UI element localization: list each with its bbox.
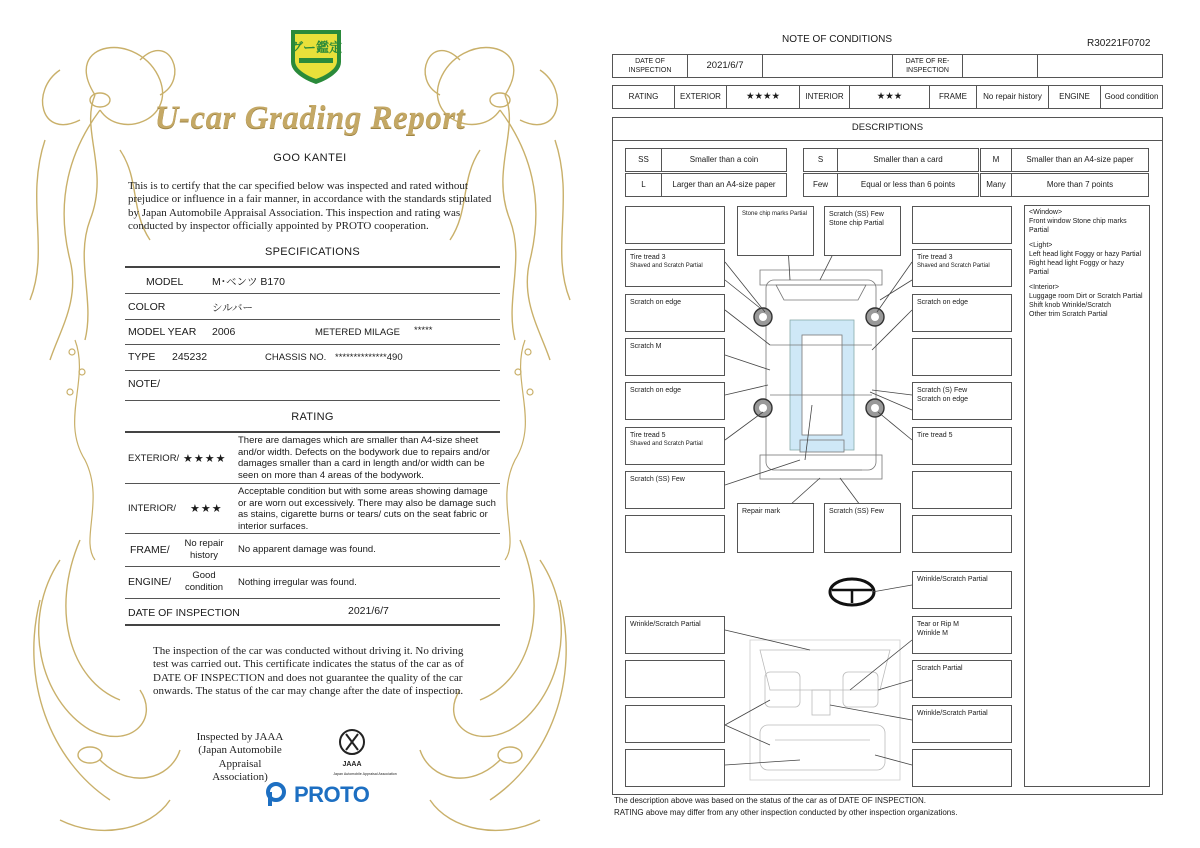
date-of-inspection-value: 2021/6/7 bbox=[688, 55, 763, 77]
note-box-rear-scratch bbox=[824, 503, 901, 553]
legend-desc: More than 7 points bbox=[1046, 180, 1114, 190]
engine-label: ENGINE/ bbox=[128, 576, 172, 588]
proto-logo-text: PROTO bbox=[294, 782, 370, 807]
note-text: Stone chip Partial bbox=[829, 220, 884, 227]
note-text: Wrinkle/Scratch Partial bbox=[917, 710, 988, 717]
note-box-empty bbox=[912, 471, 1012, 509]
note-box-right-tire-front bbox=[912, 249, 1012, 287]
legend-desc: Equal or less than 6 points bbox=[860, 180, 956, 190]
engine-label: ENGINE bbox=[1049, 86, 1101, 108]
interior-stars: ★★★ bbox=[850, 86, 930, 108]
frame-label: FRAME bbox=[930, 86, 977, 108]
chassis-label: CHASSIS NO. bbox=[265, 352, 327, 363]
footer-note-2: RATING above may differ from any other inspection conducted by other inspection organizations. bbox=[614, 808, 958, 817]
side-note-line: Shift knob Wrinkle/Scratch bbox=[1029, 302, 1111, 309]
note-box-left-edge-front bbox=[625, 294, 725, 332]
note-text: Tire tread 3 bbox=[917, 254, 953, 261]
note-box-left-scratch-m bbox=[625, 338, 725, 376]
exterior-label: EXTERIOR/ bbox=[128, 453, 180, 464]
badge-text: グー鑑定 bbox=[289, 41, 343, 56]
certification-statement: This is to certify that the car specified below was inspected and rated without prejudice or influence in a fair manner, in accordance with the standards stipulated by Japan Automobile Appraisal Association. This inspection and rating was conducted by inspector officially appointed by PROTO cooperation. bbox=[128, 180, 492, 232]
note-box-left-rear-scratch bbox=[625, 471, 725, 509]
note-box-empty bbox=[625, 660, 725, 698]
exterior-stars: ★★★★ bbox=[727, 86, 800, 108]
inspected-by-text: Inspected by JAAA (Japan Automobile Appraisal Association) bbox=[196, 731, 284, 783]
note-text: Scratch (S) Few bbox=[917, 387, 968, 394]
legend-code: S bbox=[804, 149, 838, 171]
note-box-right-scratch-s bbox=[912, 382, 1012, 420]
descriptions-heading: DESCRIPTIONS bbox=[851, 122, 924, 133]
note-box-empty bbox=[912, 338, 1012, 376]
note-text: Scratch on edge bbox=[917, 396, 968, 403]
note-box-left-edge-rear bbox=[625, 382, 725, 420]
note-text: Shaved and Scratch Partial bbox=[630, 263, 703, 269]
note-box-left-tire-rear bbox=[625, 427, 725, 465]
type-label: TYPE bbox=[128, 351, 156, 363]
engine-value: Good condition bbox=[184, 570, 224, 593]
note-text: Scratch Partial bbox=[917, 665, 963, 672]
interior-label: INTERIOR/ bbox=[128, 503, 177, 514]
side-note-line: Right head light Foggy or hazy Partial bbox=[1029, 260, 1124, 276]
steering-wheel-icon bbox=[830, 579, 874, 605]
note-text: Tire tread 3 bbox=[630, 254, 666, 261]
note-box-interior-left bbox=[625, 616, 725, 654]
note-box-interior-wrinkle bbox=[912, 705, 1012, 743]
reference-number: R30221F0702 bbox=[1087, 38, 1151, 49]
exterior-stars: ★★★★ bbox=[183, 453, 227, 465]
note-text: Scratch (SS) Few bbox=[630, 476, 685, 483]
side-note-line: <Light> bbox=[1029, 242, 1053, 249]
side-note-line: <Window> bbox=[1029, 209, 1063, 216]
color-value: シルバー bbox=[212, 302, 254, 314]
goo-kantei-badge-logo bbox=[287, 26, 345, 86]
side-note-line: Other trim Scratch Partial bbox=[1029, 311, 1108, 318]
notes-title: NOTE OF CONDITIONS bbox=[782, 34, 892, 45]
date-of-inspection-label: DATE OF INSPECTION bbox=[613, 55, 688, 77]
side-note-line: Luggage room Dirt or Scratch Partial bbox=[1029, 293, 1143, 300]
proto-logo bbox=[266, 782, 369, 808]
side-note-line: <Interior> bbox=[1029, 284, 1059, 291]
note-text: Wrinkle/Scratch Partial bbox=[630, 621, 701, 628]
chassis-value: **************490 bbox=[335, 352, 403, 363]
jaaa-logo bbox=[330, 724, 400, 779]
note-text: Tire tread 5 bbox=[630, 432, 666, 439]
frame-description: No apparent damage was found. bbox=[238, 544, 376, 555]
proto-mark-icon bbox=[266, 782, 290, 808]
jaaa-logo-text: JAAA bbox=[342, 761, 362, 768]
type-value: 245232 bbox=[172, 351, 208, 363]
interior-label: INTERIOR bbox=[800, 86, 850, 108]
note-of-conditions-sheet bbox=[600, 0, 1200, 848]
note-box-right-tire-rear bbox=[912, 427, 1012, 465]
legend-code: M bbox=[981, 149, 1012, 171]
note-label: NOTE/ bbox=[128, 378, 161, 390]
note-text: Stone chip marks Partial bbox=[742, 211, 808, 217]
note-text: Shaved and Scratch Partial bbox=[630, 441, 703, 447]
disclaimer-text: The inspection of the car was conducted without driving it. No driving test was carried out. This certificate indicates the status of the car as of DATE OF INSPECTION and does not guarantee the quality of the car onwards. The status of the car may change after the date of inspection. bbox=[153, 645, 464, 697]
legend-desc: Larger than an A4-size paper bbox=[672, 180, 776, 190]
frame-value: No repair history bbox=[977, 86, 1049, 108]
side-notes-panel bbox=[1024, 205, 1150, 787]
note-text: Scratch on edge bbox=[630, 299, 681, 306]
note-text: Shaved and Scratch Partial bbox=[917, 263, 990, 269]
note-text: Wrinkle M bbox=[917, 630, 948, 637]
legend-desc: Smaller than an A4-size paper bbox=[1026, 155, 1134, 165]
note-box-steering bbox=[912, 571, 1012, 609]
note-box-interior-tear bbox=[912, 616, 1012, 654]
rating-label: RATING bbox=[613, 86, 675, 108]
footer-note-1: The description above was based on the status of the car as of DATE OF INSPECTION. bbox=[614, 796, 926, 805]
side-note-line: Left head light Foggy or hazy Partial bbox=[1029, 251, 1142, 258]
frame-label: FRAME/ bbox=[130, 544, 170, 556]
model-value: M･ベンツ B170 bbox=[212, 276, 285, 288]
note-box-front-scratch bbox=[824, 206, 901, 256]
note-box-empty bbox=[912, 749, 1012, 787]
note-text: Scratch on edge bbox=[630, 387, 681, 394]
engine-value: Good condition bbox=[1104, 92, 1159, 102]
rating-heading: RATING bbox=[291, 411, 334, 423]
color-label: COLOR bbox=[128, 301, 166, 313]
side-note-line: Front window Stone chip marks Partial bbox=[1029, 218, 1127, 234]
note-box-empty bbox=[625, 515, 725, 553]
model-label: MODEL bbox=[146, 276, 184, 288]
engine-description: Nothing irregular was found. bbox=[238, 577, 357, 588]
note-box-front-chip bbox=[737, 206, 814, 256]
specifications-heading: SPECIFICATIONS bbox=[264, 246, 361, 258]
note-text: Scratch M bbox=[630, 343, 662, 350]
legend-code: L bbox=[626, 174, 662, 196]
note-box-right-edge-front bbox=[912, 294, 1012, 332]
frame-value: No repair history bbox=[184, 538, 224, 561]
legend-code: Many bbox=[981, 174, 1012, 196]
legend-code: Few bbox=[804, 174, 838, 196]
note-text: Scratch on edge bbox=[917, 299, 968, 306]
date-of-inspection-value: 2021/6/7 bbox=[348, 605, 389, 617]
interior-stars: ★★★ bbox=[190, 503, 223, 515]
note-box-empty bbox=[912, 515, 1012, 553]
note-box-empty bbox=[625, 749, 725, 787]
milage-label: METERED MILAGE bbox=[315, 327, 400, 338]
note-box-empty bbox=[625, 705, 725, 743]
note-box-rear-repair bbox=[737, 503, 814, 553]
note-box-empty bbox=[625, 206, 725, 244]
note-box-left-tire-front bbox=[625, 249, 725, 287]
note-text: Repair mark bbox=[742, 508, 781, 515]
report-subtitle: GOO KANTEI bbox=[273, 152, 347, 164]
date-of-inspection-label: DATE OF INSPECTION bbox=[128, 607, 240, 619]
legend-code: SS bbox=[626, 149, 662, 171]
legend-desc: Smaller than a card bbox=[873, 155, 943, 165]
report-title: U-car Grading Report bbox=[154, 100, 466, 136]
exterior-description: There are damages which are smaller than A4-size sheet and/or width. Defects on the bodywork due to repairs and/or damages smaller than a card in length and/or width can be seen on more than 4 areas of the bodywork. bbox=[238, 435, 490, 481]
note-text: Tear or Rip M bbox=[917, 621, 960, 628]
note-text: Scratch (SS) Few bbox=[829, 508, 884, 515]
jaaa-logo-subtext: Japan Automobile Appraisal Association bbox=[333, 772, 397, 776]
milage-value: ***** bbox=[414, 325, 433, 336]
legend-desc: Smaller than a coin bbox=[689, 155, 759, 165]
note-text: Wrinkle/Scratch Partial bbox=[917, 576, 988, 583]
note-text: Scratch (SS) Few bbox=[829, 211, 884, 218]
note-box-empty bbox=[912, 206, 1012, 244]
note-text: Tire tread 5 bbox=[917, 432, 953, 439]
interior-description: Acceptable condition but with some areas showing damage or are worn out excessively. There may also be damage such as stains, cigarette burns or tears/ cuts on the seat fabric or interior surfaces. bbox=[238, 486, 496, 532]
note-box-interior-scratch bbox=[912, 660, 1012, 698]
date-of-reinspection-label: DATE OF RE-INSPECTION bbox=[893, 55, 963, 77]
model-year-label: MODEL YEAR bbox=[128, 326, 197, 338]
model-year-value: 2006 bbox=[212, 326, 236, 338]
exterior-label: EXTERIOR bbox=[675, 86, 727, 108]
